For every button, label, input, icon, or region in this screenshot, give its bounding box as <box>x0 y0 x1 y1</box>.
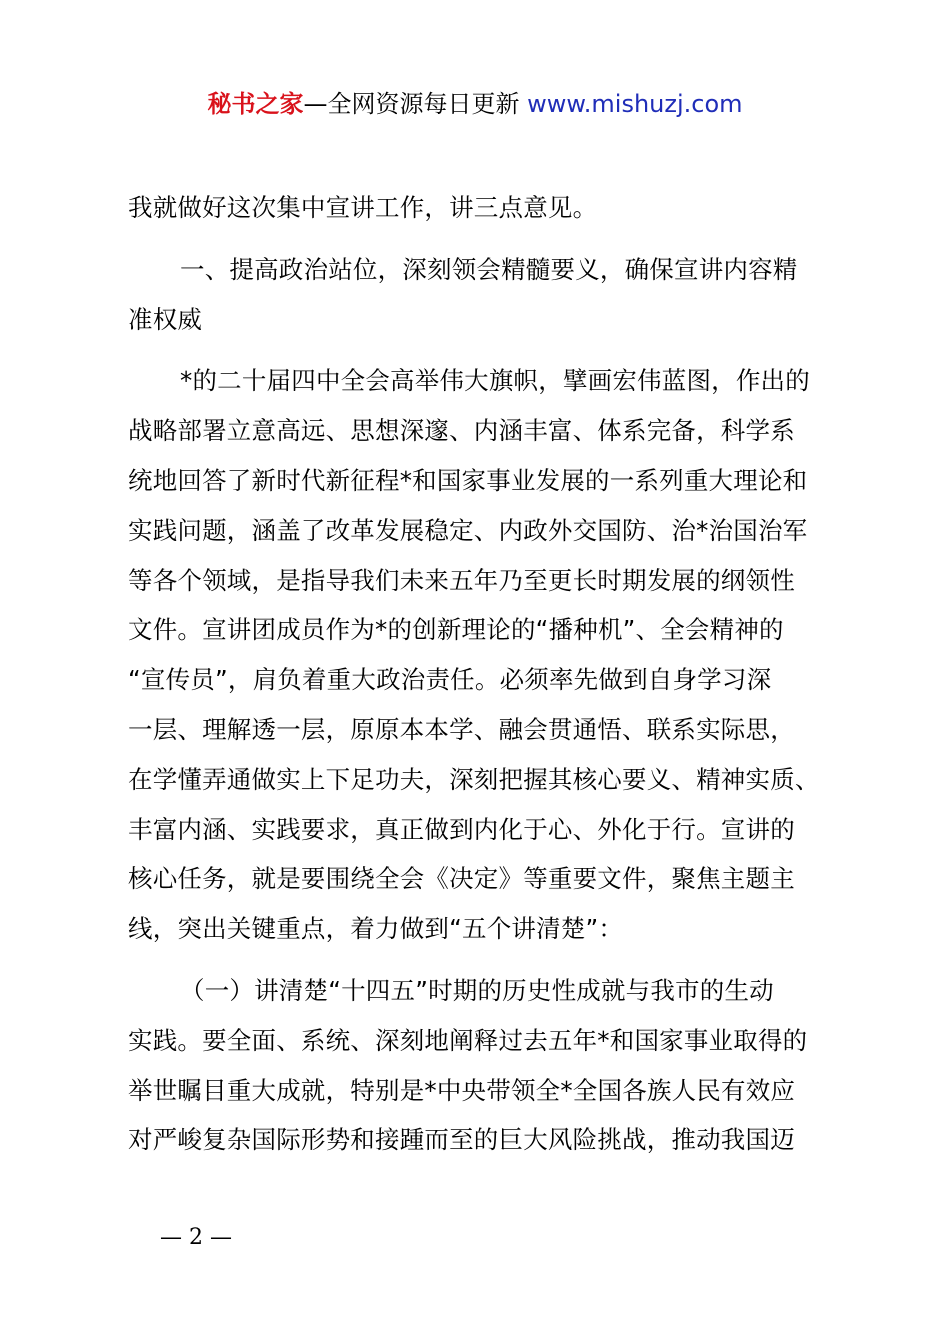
paragraph-line: “宣传员”，肩负着重大政治责任。必须率先做到自身学习深 <box>128 665 772 695</box>
paragraph-line: 对严峻复杂国际形势和接踵而至的巨大风险挑战，推动我国迈 <box>128 1125 795 1155</box>
subsection-line: （一）讲清楚“十四五”时期的历史性成就与我市的生动 <box>180 975 774 1005</box>
paragraph-line: 我就做好这次集中宣讲工作，讲三点意见。 <box>128 193 598 222</box>
page-header <box>0 84 950 124</box>
paragraph-line: 统地回答了新时代新征程*和国家事业发展的一系列重大理论和 <box>128 465 808 495</box>
paragraph-line: 文件。宣讲团成员作为*的创新理论的“播种机”、全会精神的 <box>128 615 784 645</box>
page-number: — 2 — <box>160 1225 232 1250</box>
section-heading-line: 准权威 <box>128 304 203 334</box>
header-url[interactable]: www.mishuzj.com <box>527 90 743 118</box>
paragraph-line: 核心任务，就是要围绕全会《决定》等重要文件，聚焦主题主 <box>128 864 795 894</box>
brand-name: 秘书之家 <box>207 90 304 118</box>
paragraph-line: 战略部署立意高远、思想深邃、内涵丰富、体系完备，科学系 <box>128 416 795 446</box>
paragraph-line: 线，突出关键重点，着力做到“五个讲清楚”： <box>128 914 624 944</box>
paragraph-line: 实践。要全面、系统、深刻地阐释过去五年*和国家事业取得的 <box>128 1025 808 1055</box>
section-heading-line: 一、提高政治站位，深刻领会精髓要义，确保宣讲内容精 <box>180 254 798 284</box>
paragraph-line: 在学懂弄通做实上下足功夫，深刻把握其核心要义、精神实质、 <box>128 764 820 794</box>
paragraph-line: *的二十届四中全会高举伟大旗帜，擘画宏伟蓝图，作出的 <box>180 366 810 396</box>
document-body <box>128 183 846 1165</box>
paragraph-line: 实践问题，涵盖了改革发展稳定、内政外交国防、治*治国治军 <box>128 515 808 545</box>
paragraph-line: 丰富内涵、实践要求，真正做到内化于心、外化于行。宣讲的 <box>128 814 795 844</box>
header-tagline: —全网资源每日更新 <box>303 90 520 118</box>
paragraph-line: 一层、理解透一层，原原本本学、融会贯通悟、联系实际思， <box>128 714 795 744</box>
paragraph-line: 等各个领域，是指导我们未来五年乃至更长时期发展的纲领性 <box>128 565 795 595</box>
paragraph-line: 举世瞩目重大成就，特别是*中央带领全*全国各族人民有效应 <box>128 1075 796 1105</box>
